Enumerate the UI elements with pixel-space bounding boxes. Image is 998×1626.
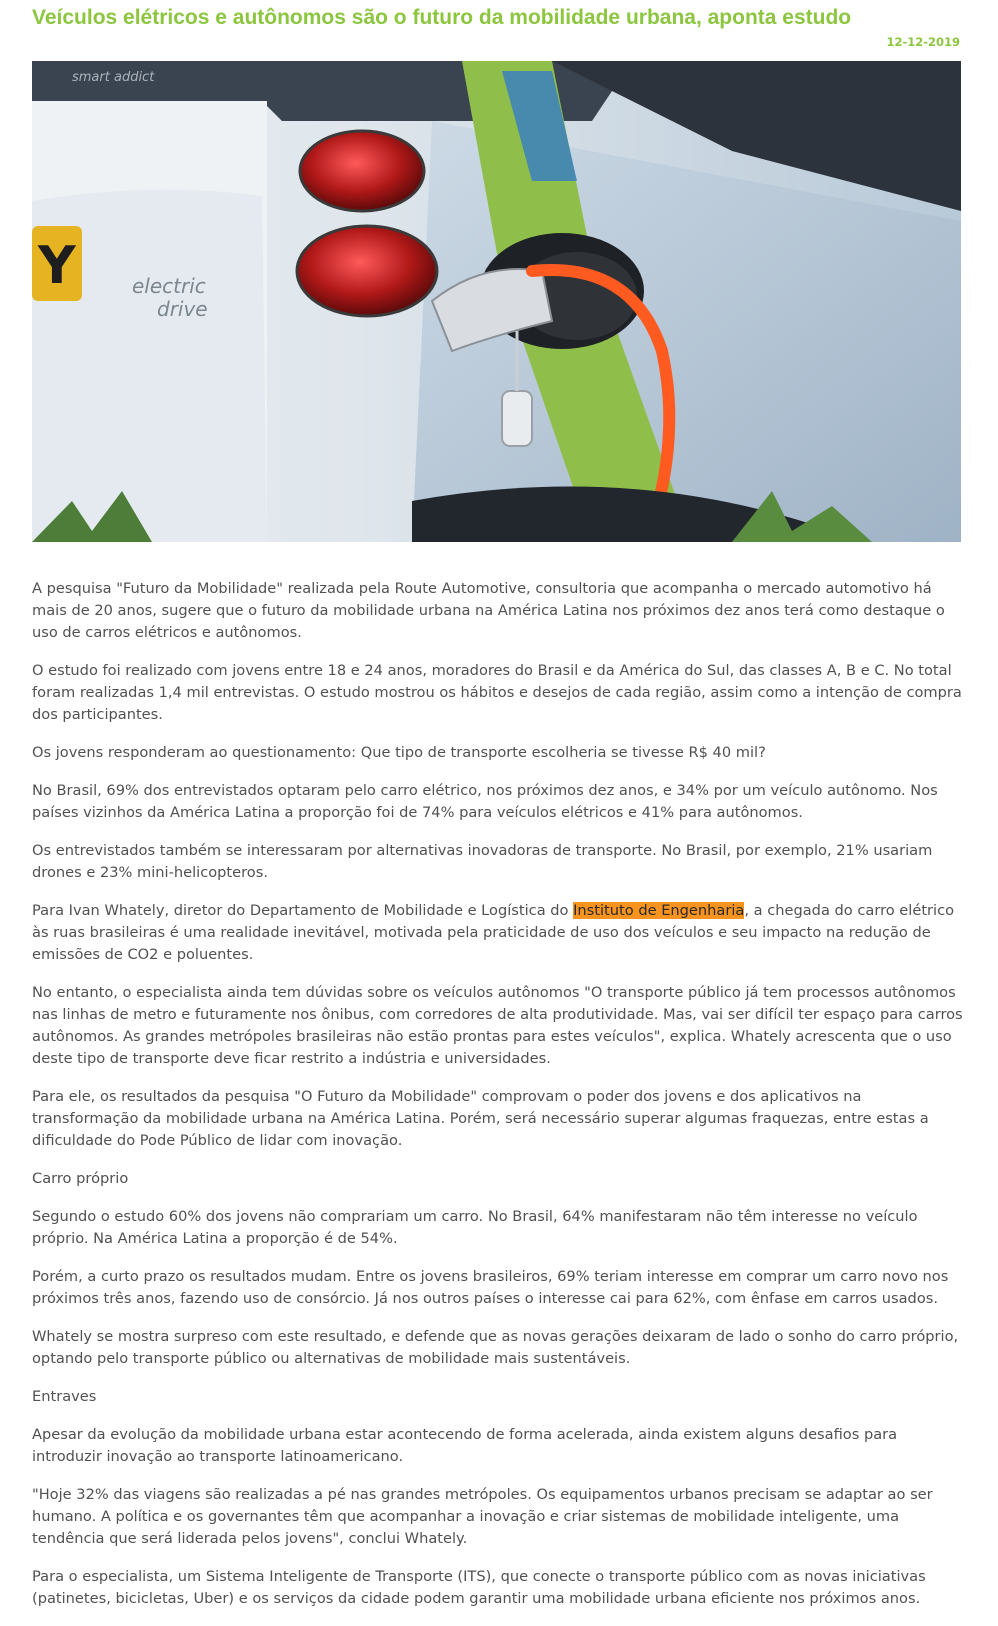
paragraph: A pesquisa "Futuro da Mobilidade" realizada pela Route Automotive, consultoria que acompanha o mercado automotivo há mais de 20 anos, sugere que o futuro da mobilidade urbana na América Latina nos próximos dez anos terá como destaque o uso de carros elétricos e autônomos. [32,580,945,641]
section-subheading: Carro próprio [32,1170,129,1187]
article-body [32,578,966,1626]
article-date: 12-12-2019 [886,35,960,49]
article-title: Veículos elétricos e autônomos são o futuro da mobilidade urbana, aponta estudo [32,6,852,29]
paragraph: No entanto, o especialista ainda tem dúvidas sobre os veículos autônomos "O transporte público já tem processos autônomos nas linhas de metro e futuramente nos ônibus, com corredores de alta produtividade. Mas, vai ser difícil ter espaço para carros autônomos. As grandes metrópoles brasileiras não estão prontas para estes veículos", explica. Whately acrescenta que o uso deste tipo de transporte deve ficar restrito a indústria e universidades. [32,984,963,1067]
section-subheading: Entraves [32,1388,97,1405]
emblem-line2: drive [157,297,208,321]
badge-text: smart addict [72,70,155,85]
paragraph: Apesar da evolução da mobilidade urbana estar acontecendo de forma acelerada, ainda existem alguns desafios para introduzir inovação ao transporte latinoamericano. [32,1426,898,1465]
paragraph: "Hoje 32% das viagens são realizadas a pé nas grandes metrópoles. Os equipamentos urbanos precisam se adaptar ao ser humano. A política e os governantes têm que acompanhar a inovação e criar sistemas de mobilidade inteligente, uma tendência que será liderada pelos jovens", conclui Whately. [32,1486,933,1547]
article-hero-image [32,61,961,542]
paragraph: Whately se mostra surpreso com este resultado, e defende que as novas gerações deixaram de lado o sonho do carro próprio, optando pelo transporte público ou alternativas de mobilidade mais sustentáveis. [32,1328,959,1367]
paragraph: No Brasil, 69% dos entrevistados optaram pelo carro elétrico, nos próximos dez anos, e 34% por um veículo autônomo. Nos países vizinhos da América Latina a proporção foi de 74% para veículos elétricos e 41% para autônomos. [32,782,938,821]
paragraph: Os entrevistados também se interessaram por alternativas inovadoras de transporte. No Brasil, por exemplo, 21% usariam drones e 23% mini-helicopteros. [32,842,933,881]
paragraph: Para o especialista, um Sistema Inteligente de Transporte (ITS), que conecte o transporte público com as novas iniciativas (patinetes, bicicletas, Uber) e os serviços da cidade podem garantir uma mobilidade urbana eficiente nos próximos anos. [32,1568,926,1607]
paragraph-with-link [32,900,966,966]
paragraph: O estudo foi realizado com jovens entre 18 e 24 anos, moradores do Brasil e da América do Sul, das classes A, B e C. No total foram realizadas 1,4 mil entrevistas. O estudo mostrou os hábitos e desejos de cada região, assim como a intenção de compra dos participantes. [32,662,962,723]
paragraph: Segundo o estudo 60% dos jovens não comprariam um carro. No Brasil, 64% manifestaram não têm interesse no veículo próprio. Na América Latina a proporção é de 54%. [32,1208,918,1247]
paragraph: Para ele, os resultados da pesquisa "O Futuro da Mobilidade" comprovam o poder dos jovens e dos aplicativos na transformação da mobilidade urbana na América Latina. Porém, será necessário superar algumas fraquezas, entre estas a dificuldade do Pode Público de lidar com inovação. [32,1088,929,1149]
paragraph-text-after: , a chegada do carro elétrico às ruas brasileiras é uma realidade inevitável, motivada pela praticidade de uso dos veículos e seu impacto na redução de emissões de CO2 e poluentes. [32,902,955,963]
plate-letter: Y [38,236,76,296]
paragraph-text-before: Para Ivan Whately, diretor do Departamento de Mobilidade e Logística do [32,902,574,919]
paragraph: Porém, a curto prazo os resultados mudam. Entre os jovens brasileiros, 69% teriam interesse em comprar um carro novo nos próximos três anos, fazendo uso de consórcio. Já nos outros países o interesse cai para 62%, com ênfase em carros usados. [32,1268,949,1307]
highlighted-term-instituto: Instituto de Engenharia [573,902,745,919]
electric-car-charging-illustration [32,61,961,542]
emblem-line1: electric [132,274,206,298]
paragraph: Os jovens responderam ao questionamento: Que tipo de transporte escolheria se tivesse R$ 40 mil? [32,744,766,761]
